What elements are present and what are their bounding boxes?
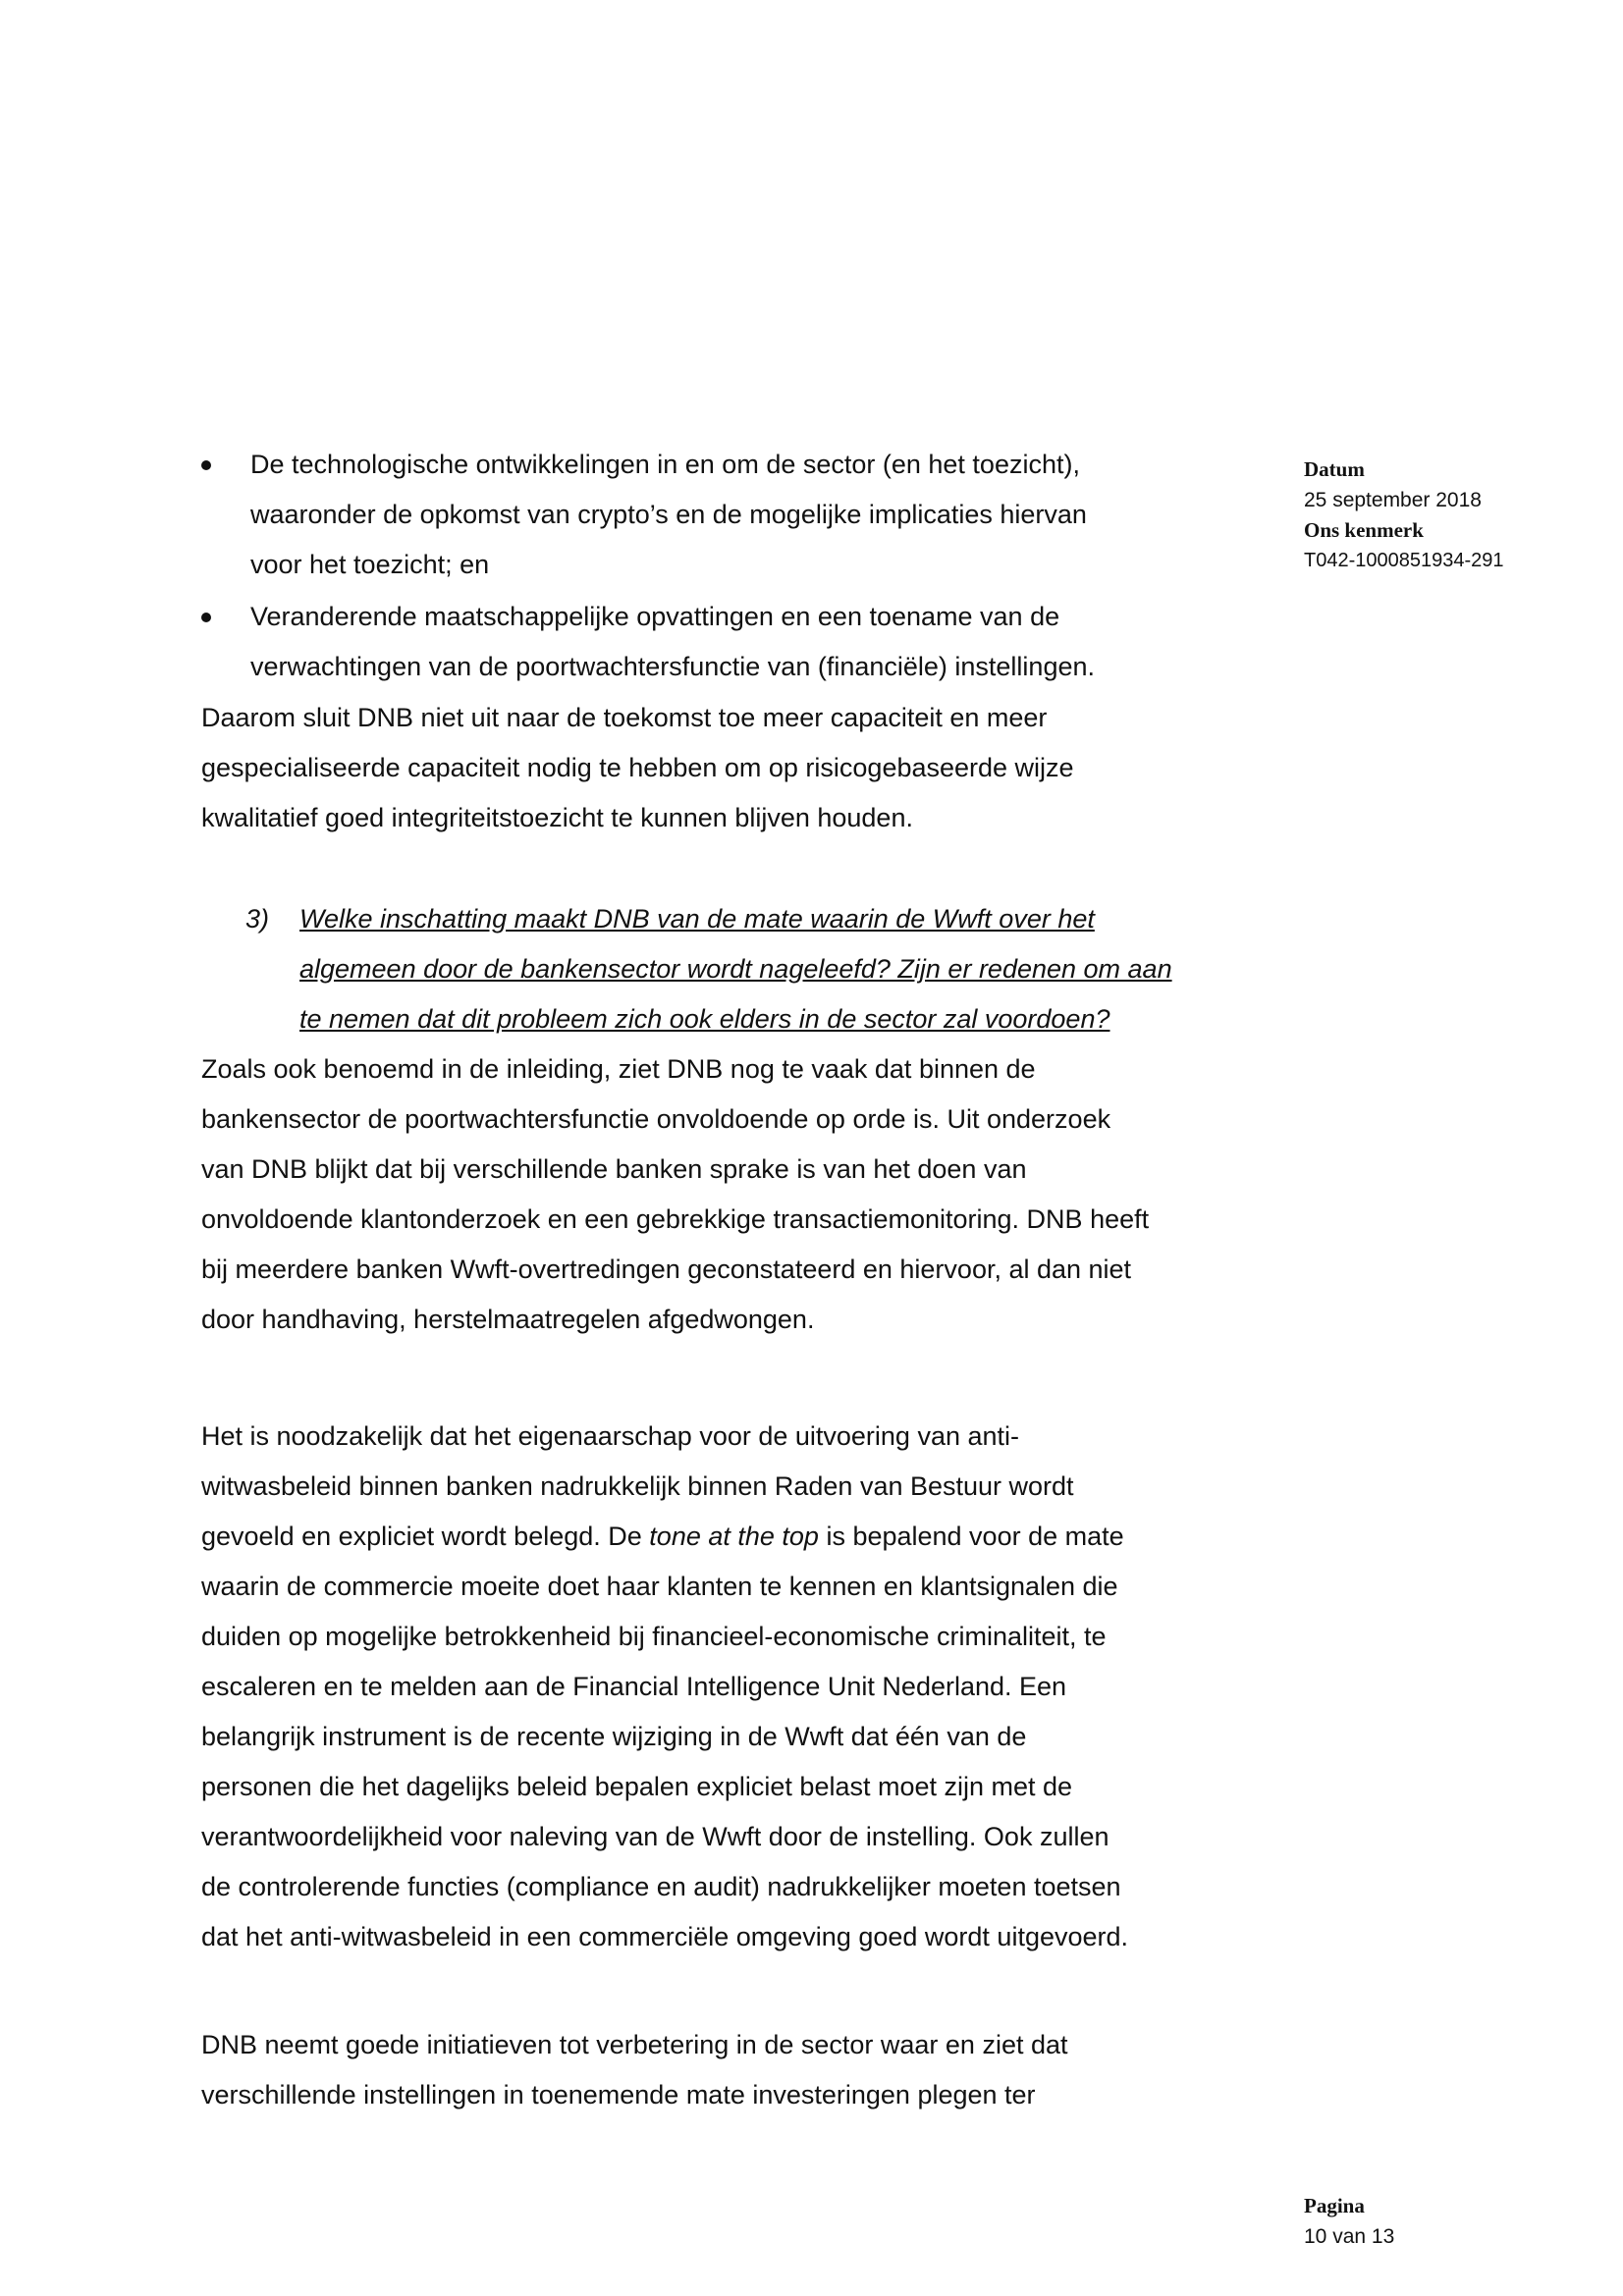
text-line: escaleren en te melden aan de Financial Intelligence Unit Nederland. Een: [201, 1672, 1067, 1701]
text-line: Veranderende maatschappelijke opvattingen en een toename van de: [250, 602, 1060, 631]
bullet-item: [201, 440, 1213, 590]
question-heading: [245, 894, 1227, 1044]
page-label: Pagina: [1304, 2194, 1365, 2217]
text-line: de controlerende functies (compliance en audit) nadrukkelijker moeten toetsen: [201, 1872, 1121, 1901]
emphasis-text: tone at the top: [649, 1522, 819, 1551]
question-line: Welke inschatting maakt DNB van de mate waarin de Wwft over het: [299, 904, 1095, 934]
document-meta: [1304, 454, 1504, 576]
paragraph-answer: [201, 1044, 1213, 1345]
text-line: van DNB blijkt dat bij verschillende banken sprake is van het doen van: [201, 1154, 1027, 1184]
text-line: Het is noodzakelijk dat het eigenaarschap voor de uitvoering van anti-: [201, 1421, 1020, 1451]
text-line: witwasbeleid binnen banken nadrukkelijk binnen Raden van Bestuur wordt: [201, 1471, 1074, 1501]
text-line: bij meerdere banken Wwft-overtredingen geconstateerd en hiervoor, al dan niet: [201, 1255, 1132, 1284]
text-line: verwachtingen van de poortwachtersfunctie van (financiële) instellingen.: [250, 652, 1095, 681]
text-line: personen die het dagelijks beleid bepalen expliciet belast moet zijn met de: [201, 1772, 1073, 1801]
question-number: 3): [245, 904, 270, 934]
text-line: bankensector de poortwachtersfunctie onvoldoende op orde is. Uit onderzoek: [201, 1104, 1111, 1134]
bullet-item: [201, 592, 1213, 692]
text-line: [201, 1512, 1213, 1562]
text-line: Daarom sluit DNB niet uit naar de toekomst toe meer capaciteit en meer: [201, 703, 1048, 732]
text-line: kwalitatief goed integriteitstoezicht te kunnen blijven houden.: [201, 803, 913, 832]
question-line: te nemen dat dit probleem zich ook elders in de sector zal voordoen?: [299, 1004, 1110, 1034]
question-line: algemeen door de bankensector wordt nageleefd? Zijn er redenen om aan: [299, 954, 1172, 984]
text-line: verschillende instellingen in toenemende mate investeringen plegen ter: [201, 2080, 1036, 2109]
text-line: duiden op mogelijke betrokkenheid bij financieel-economische criminaliteit, te: [201, 1622, 1107, 1651]
date-label: Datum: [1304, 457, 1365, 481]
bullet-icon: [201, 613, 211, 622]
reference-label: Ons kenmerk: [1304, 518, 1424, 542]
text-line: verantwoordelijkheid voor naleving van de Wwft door de instelling. Ook zullen: [201, 1822, 1109, 1851]
text-line: belangrijk instrument is de recente wijziging in de Wwft dat één van de: [201, 1722, 1027, 1751]
text-line: waaronder de opkomst van crypto’s en de mogelijke implicaties hiervan: [250, 500, 1087, 529]
text-line: voor het toezicht; en: [250, 550, 490, 579]
text-line: door handhaving, herstelmaatregelen afgedwongen.: [201, 1305, 815, 1334]
reference-value: T042-1000851934-291: [1304, 550, 1504, 571]
text-line: De technologische ontwikkelingen in en om de sector (en het toezicht),: [250, 450, 1080, 479]
text-line: Zoals ook benoemd in de inleiding, ziet DNB nog te vaak dat binnen de: [201, 1054, 1036, 1084]
text-line: gespecialiseerde capaciteit nodig te hebben om op risicogebaseerde wijze: [201, 753, 1074, 782]
text-line: dat het anti-witwasbeleid in een commerciële omgeving goed wordt uitgevoerd.: [201, 1922, 1129, 1951]
page-number: 10 van 13: [1304, 2225, 1395, 2248]
text-fragment: is bepalend voor de mate: [818, 1522, 1124, 1551]
text-line: onvoldoende klantonderzoek en een gebrekkige transactiemonitoring. DNB heeft: [201, 1204, 1150, 1234]
text-fragment: gevoeld en expliciet wordt belegd. De: [201, 1522, 650, 1551]
page-footer: [1304, 2191, 1394, 2252]
text-line: DNB neemt goede initiatieven tot verbetering in de sector waar en ziet dat: [201, 2030, 1068, 2059]
text-line: waarin de commercie moeite doet haar klanten te kennen en klantsignalen die: [201, 1572, 1118, 1601]
paragraph-initiatives: [201, 2020, 1213, 2120]
paragraph-ownership: [201, 1412, 1213, 1962]
date-value: 25 september 2018: [1304, 489, 1482, 511]
bullet-icon: [201, 460, 211, 470]
paragraph-capacity: [201, 693, 1213, 843]
